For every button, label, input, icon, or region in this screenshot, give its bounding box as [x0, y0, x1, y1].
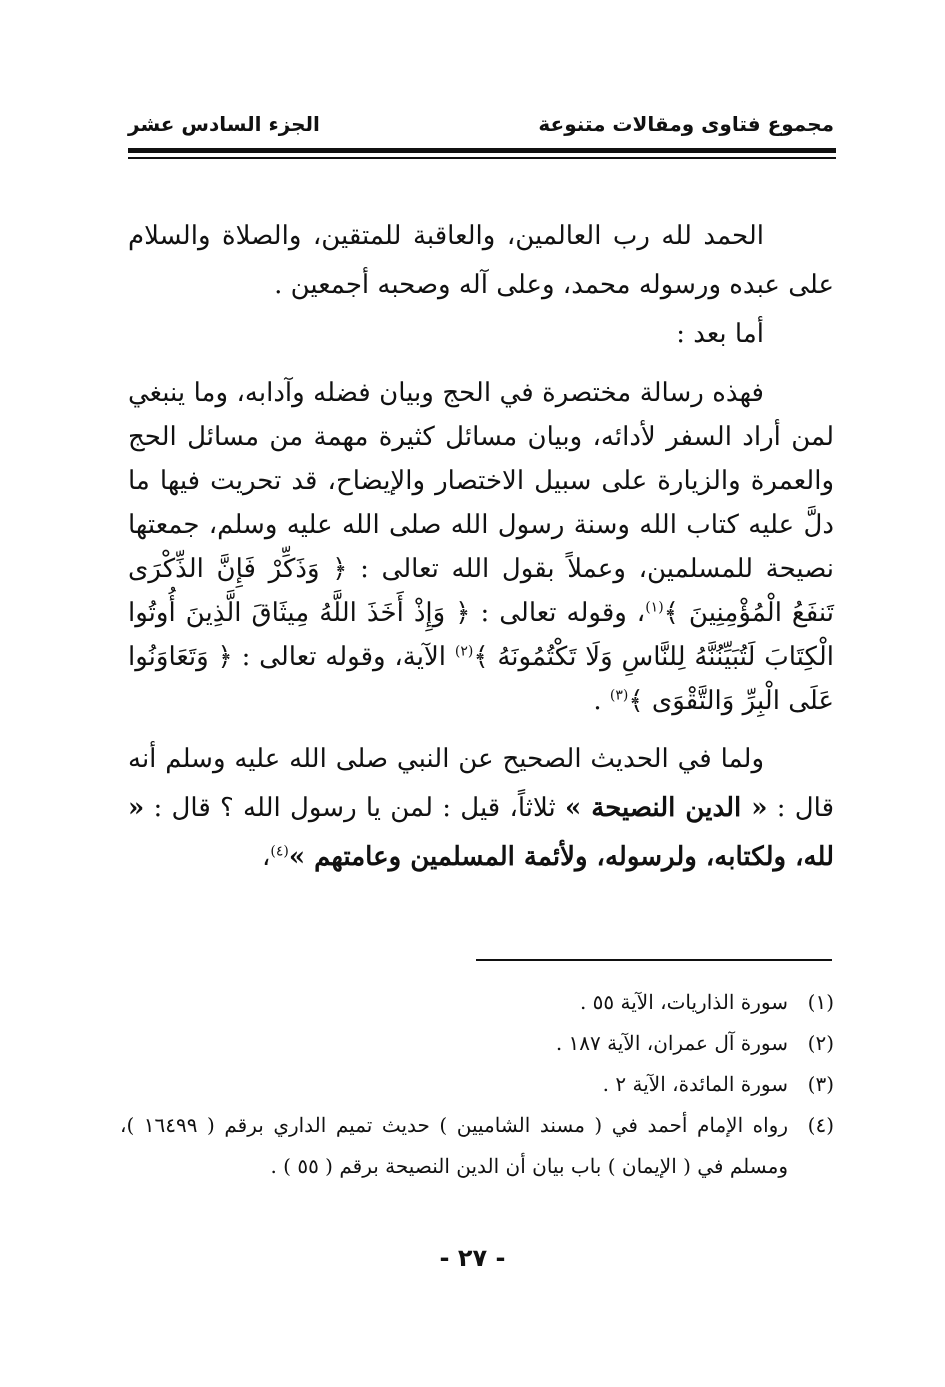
quran-verse-2: ﴿ وَإِذْ أَخَذَ اللَّهُ مِيثَاقَ الَّذِينَ أُوتُوا الْكِتَابَ لَتُبَيِّنُنَّهُ لِلنَّاسِ وَلَا تَكْتُمُونَهُ ﴾ — [128, 598, 834, 672]
header-rule-thick — [128, 148, 836, 153]
paragraph-intro — [128, 371, 834, 723]
footnote-text: سورة آل عمران، الآية ١٨٧ . — [555, 1031, 788, 1055]
footnote-text: سورة الذاريات، الآية ٥٥ . — [579, 990, 788, 1014]
hadith-intro: ولما في الحديث الصحيح عن النبي صلى الله عليه وسلم أنه قال : — [128, 744, 835, 823]
hadith-quote-1: « الدين النصيحة » — [565, 793, 768, 823]
quran-verse-1: ﴿ وَذَكِّرْ فَإِنَّ الذِّكْرَى تَنفَعُ الْمُؤْمِنِينَ ﴾ — [128, 554, 835, 628]
footnote-ref-3: (٣) — [609, 687, 629, 704]
hadith-quote-2: « لله، ولكتابه، ولرسوله، ولأئمة المسلمين وعامتهم » — [128, 793, 834, 872]
page-number: - ٢٧ - — [439, 1244, 506, 1272]
quran-verse-3: ﴿ وَتَعَاوَنُوا عَلَى الْبِرِّ وَالتَّقْوَى ﴾ — [128, 642, 834, 716]
footnote-text: رواه الإمام أحمد في ( مسند الشاميين ) حديث تميم الداري برقم ( ١٦٤٩٩ )، ومسلم في ( الإيمان ) باب بيان أن الدين النصيحة برقم ( ٥٥ ) . — [120, 1113, 788, 1178]
footnote-separator — [476, 959, 832, 961]
connector-text-2: الآية، وقوله تعالى : — [241, 642, 455, 672]
footnote-number: (٢) — [807, 1031, 834, 1055]
footnote-ref-1: (١) — [645, 599, 664, 616]
volume-part: الجزء السادس عشر — [128, 112, 320, 136]
main-text — [128, 212, 834, 882]
header-rule-thin — [128, 157, 836, 159]
connector-text-1: ، وقوله تعالى : — [480, 598, 646, 628]
footnote-ref-4: (٤) — [270, 843, 289, 860]
footnote-2 — [120, 1023, 834, 1064]
verse-3-end: . — [593, 686, 602, 716]
footnotes — [120, 982, 834, 1187]
footnote-ref-2: (٢) — [454, 643, 474, 660]
book-title: مجموع فتاوى ومقالات متنوعة — [538, 112, 834, 136]
paragraph-opening: الحمد لله رب العالمين، والعاقبة للمتقين، والصلاة والسلام على عبده ورسوله محمد، وعلى آله وصحبه أجمعين . — [128, 221, 834, 300]
running-header — [128, 112, 834, 142]
footnote-4 — [120, 1105, 834, 1187]
footnote-number: (٣) — [807, 1072, 834, 1096]
hadith-middle: ثلاثاً، قيل : لمن يا رسول الله ؟ قال : — [153, 793, 556, 823]
paragraph-hadith — [128, 735, 834, 882]
paragraph-amma-bad: أما بعد : — [676, 319, 764, 349]
hadith-end: ، — [261, 842, 271, 872]
footnote-number: (١) — [807, 990, 834, 1014]
footnote-1 — [120, 982, 834, 1023]
footnote-text: سورة المائدة، الآية ٢ . — [602, 1072, 788, 1096]
footnote-3 — [120, 1064, 834, 1105]
intro-text: فهذه رسالة مختصرة في الحج وبيان فضله وآدابه، وما ينبغي لمن أراد السفر لأدائه، وبيان مسائل كثيرة مهمة من مسائل الحج والعمرة والزيارة على سبيل الاختصار والإيضاح، قد تحريت فيها ما دلَّ عليه كتاب الله وسنة رسول الله صلى الله عليه وسلم، جمعتها نصيحة للمسلمين، وعملاً بقول الله تعالى : — [128, 378, 835, 584]
footnote-number: (٤) — [807, 1113, 834, 1137]
